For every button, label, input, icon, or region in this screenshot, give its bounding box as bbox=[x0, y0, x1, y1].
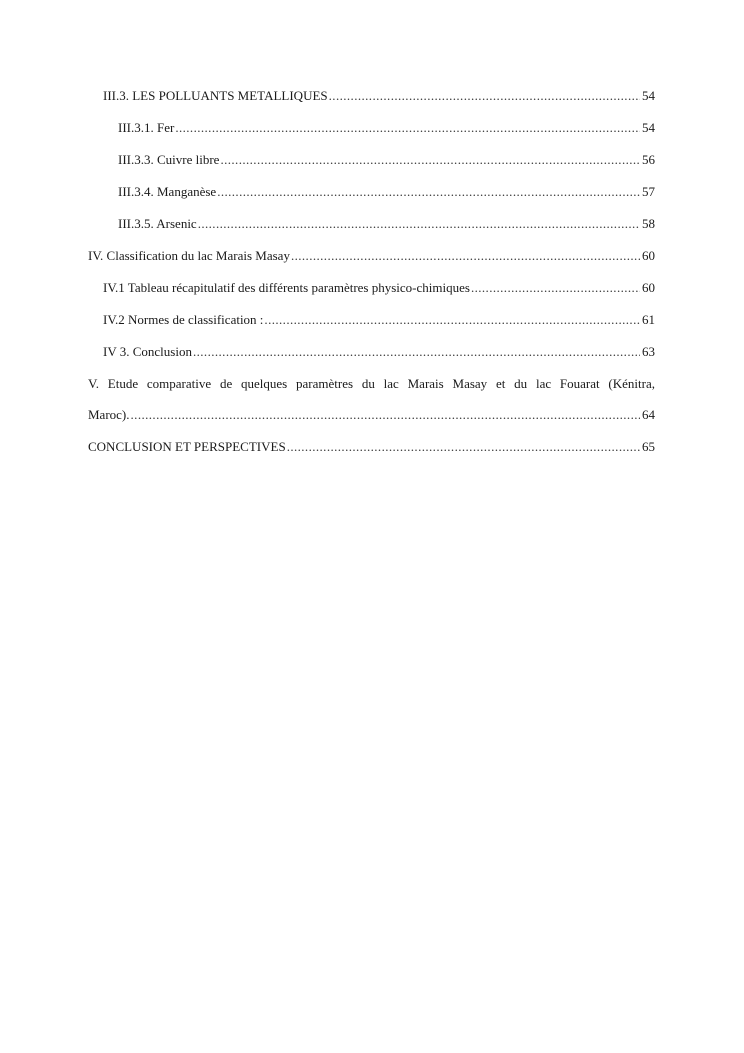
dot-leader bbox=[287, 437, 640, 457]
toc-entry[interactable] bbox=[88, 437, 655, 457]
toc-entry[interactable] bbox=[88, 118, 655, 138]
dot-leader bbox=[471, 278, 640, 298]
dot-leader bbox=[291, 246, 640, 266]
toc-entry[interactable] bbox=[88, 182, 655, 202]
toc-entry-page: 58 bbox=[642, 216, 655, 231]
toc-entry-page: 54 bbox=[642, 88, 655, 103]
toc-entry[interactable] bbox=[88, 86, 655, 106]
toc-entry-title: IV.1 Tableau récapitulatif des différents paramètres physico-chimiques bbox=[103, 280, 470, 295]
dot-leader bbox=[131, 405, 640, 425]
toc-entry[interactable] bbox=[88, 342, 655, 362]
toc-entry-title: III.3.3. Cuivre libre bbox=[118, 152, 220, 167]
toc-entry-page: 54 bbox=[642, 120, 655, 135]
toc-entry[interactable] bbox=[88, 278, 655, 298]
dot-leader bbox=[193, 342, 640, 362]
dot-leader bbox=[175, 118, 640, 138]
toc-entry-page: 65 bbox=[642, 439, 655, 454]
toc-entry-title: IV 3. Conclusion bbox=[103, 344, 192, 359]
dot-leader bbox=[217, 182, 640, 202]
toc-entry-title: III.3. LES POLLUANTS METALLIQUES bbox=[103, 88, 328, 103]
toc-entry[interactable] bbox=[88, 374, 655, 425]
toc-entry[interactable] bbox=[88, 310, 655, 330]
dot-leader bbox=[198, 214, 640, 234]
toc-entry-title: III.3.1. Fer bbox=[118, 120, 175, 135]
dot-leader bbox=[264, 310, 640, 330]
toc-entry-page: 63 bbox=[642, 344, 655, 359]
toc-entry[interactable] bbox=[88, 150, 655, 170]
toc-entry-page: 56 bbox=[642, 152, 655, 167]
dot-leader bbox=[220, 150, 640, 170]
toc-entry-page: 64 bbox=[642, 407, 655, 422]
toc-entry[interactable] bbox=[88, 246, 655, 266]
toc-entry-page: 60 bbox=[642, 248, 655, 263]
toc-entry-title: III.3.4. Manganèse bbox=[118, 184, 217, 199]
toc-entry-title: IV.2 Normes de classification : bbox=[103, 312, 264, 327]
toc-entry-title: V. Etude comparative de quelques paramètres du lac Marais Masay et du lac Fouarat (Kénitra, bbox=[88, 376, 655, 391]
toc-entry-page: 57 bbox=[642, 184, 655, 199]
toc-entry[interactable] bbox=[88, 214, 655, 234]
dot-leader bbox=[329, 86, 640, 106]
toc-entry-page: 61 bbox=[642, 312, 655, 327]
toc-entry-title: III.3.5. Arsenic bbox=[118, 216, 197, 231]
toc-entry-title: IV. Classification du lac Marais Masay bbox=[88, 248, 290, 263]
toc-entry-page: 60 bbox=[642, 280, 655, 295]
toc-entry-title-continued: Maroc). bbox=[88, 407, 130, 422]
table-of-contents bbox=[88, 86, 655, 469]
toc-entry-title: CONCLUSION ET PERSPECTIVES bbox=[88, 439, 286, 454]
